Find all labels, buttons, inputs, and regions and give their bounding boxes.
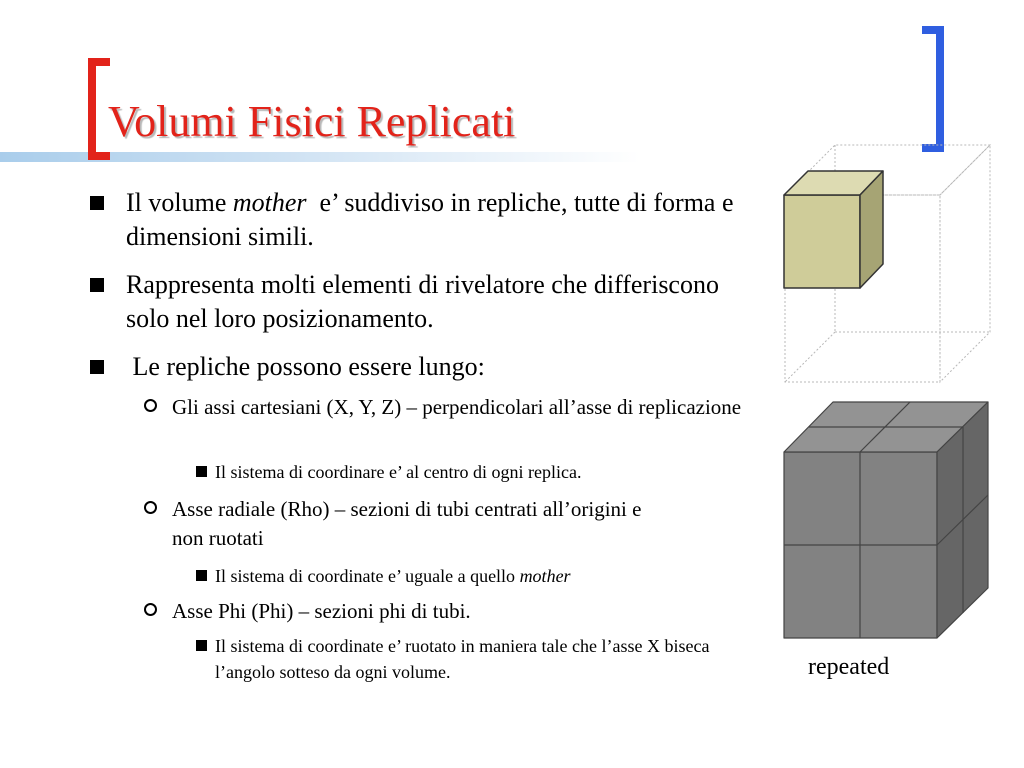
sub-sub-bullet-text: Il sistema di coordinare e’ al centro di ogni replica.: [215, 462, 582, 482]
square-bullet-icon: [196, 640, 207, 651]
sub-bullet-text: Asse radiale (Rho) – sezioni di tubi centrati all’origini e non ruotati: [172, 497, 642, 550]
sub-bullet-text: Gli assi cartesiani (X, Y, Z) – perpendicolari all’asse di replicazione: [172, 395, 742, 419]
square-bullet-icon: [196, 466, 207, 477]
figure-caption: repeated: [808, 654, 890, 680]
left-red-bracket: [88, 58, 110, 160]
square-bullet-icon: [90, 196, 104, 210]
circle-bullet-icon: [144, 501, 157, 514]
sub-sub-bullet-text-part: Il sistema di coordinate e’ uguale a quello: [215, 566, 520, 586]
replica-figure: [770, 135, 1000, 655]
bullet-text: Le repliche possono essere lungo:: [126, 352, 485, 381]
sub-sub-bullet-text: Il sistema di coordinate e’ ruotato in maniera tale che l’asse X biseca l’angolo sotteso da ogni volume.: [215, 636, 710, 682]
right-blue-bracket: [922, 26, 944, 152]
square-bullet-icon: [90, 360, 104, 374]
sub-bullet-text: Asse Phi (Phi) – sezioni phi di tubi.: [172, 599, 471, 623]
bullet-text-italic: mother: [232, 188, 307, 217]
square-bullet-icon: [90, 278, 104, 292]
square-bullet-icon: [196, 570, 207, 581]
repeated-cube-grid: [784, 402, 988, 638]
single-replica-cube: [784, 171, 883, 288]
bullet-text: [126, 186, 746, 254]
bullet-text-part: Il volume: [126, 188, 233, 217]
replica-cube-front: [784, 195, 860, 288]
sub-sub-bullet-text: [215, 563, 775, 589]
slide-title: Volumi Fisici Replicati: [108, 97, 516, 146]
bullet-text-part: e’ suddiviso in repliche, tutte di forma e dimensioni simili.: [126, 188, 741, 251]
sub-sub-bullet-text-italic: mother: [519, 566, 571, 586]
circle-bullet-icon: [144, 399, 157, 412]
circle-bullet-icon: [144, 603, 157, 616]
bullet-text: Rappresenta molti elementi di rivelatore che differiscono solo nel loro posizionamento.: [126, 270, 719, 333]
